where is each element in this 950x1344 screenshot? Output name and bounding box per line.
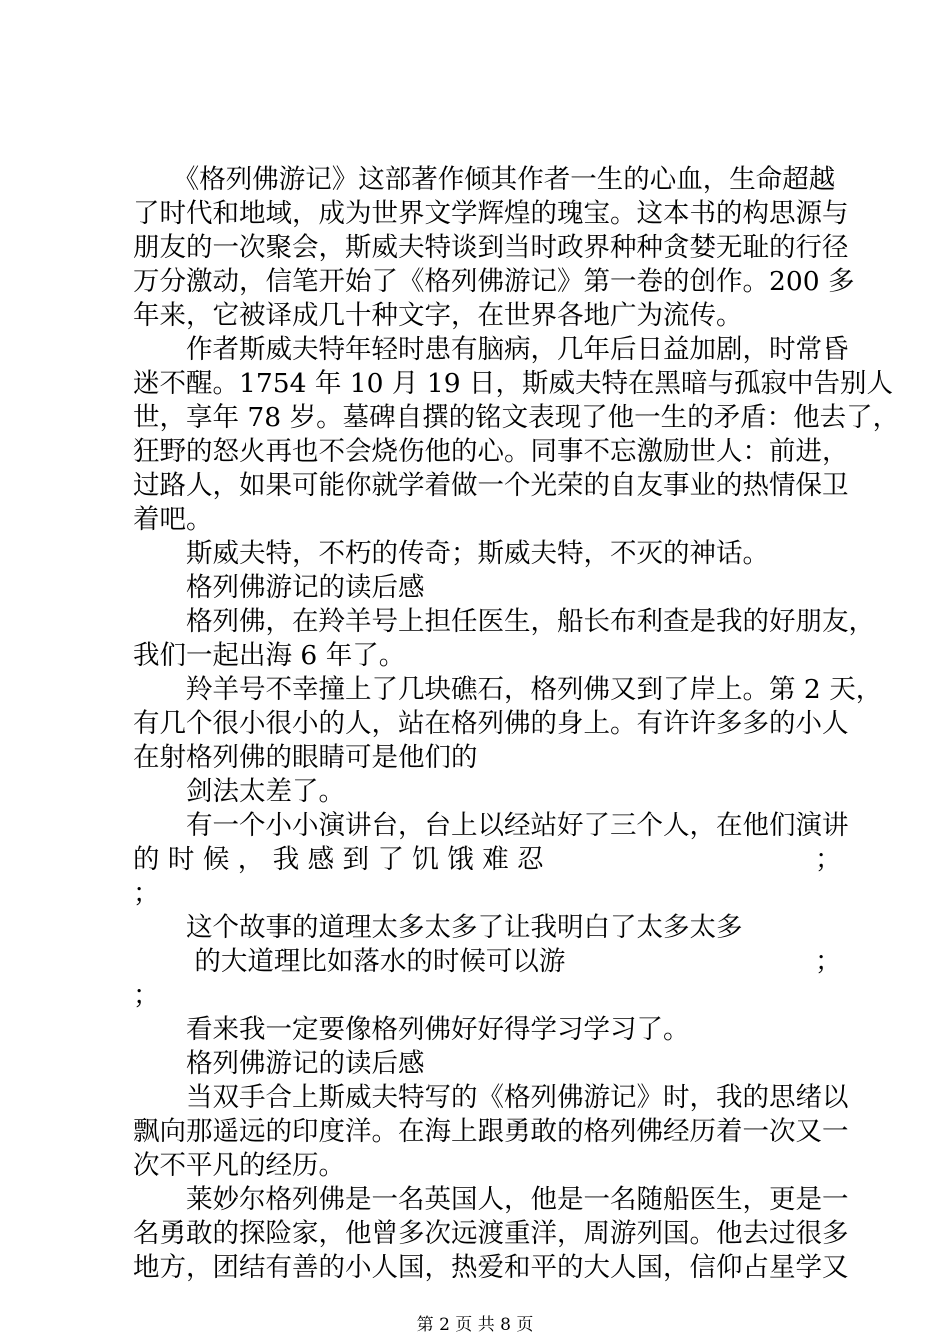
text-line: 年来，它被译成几十种文字，在世界各地广为流传。: [133, 300, 743, 331]
text-line: 羚羊号不幸撞上了几块礁石，格列佛又到了岸上。第 2 天，: [133, 674, 883, 705]
text-line: 在射格列佛的眼睛可是他们的: [133, 742, 478, 773]
text-line: 地方，团结有善的小人国，热爱和平的大人国，信仰占星学又: [133, 1252, 849, 1283]
text-line: 看来我一定要像格列佛好好得学习学习了。: [133, 1014, 690, 1045]
semicolon-mark: ；: [815, 844, 842, 875]
text-line: 这个故事的道理太多太多了让我明白了太多太多: [133, 912, 743, 943]
text-line: 作者斯威夫特年轻时患有脑病，几年后日益加剧，时常昏: [133, 334, 849, 365]
text-line: ；: [133, 878, 160, 909]
text-line: 剑法太差了。: [133, 776, 345, 807]
text-line: 了时代和地域，成为世界文学辉煌的瑰宝。这本书的构思源与: [133, 198, 849, 229]
text-line: 世，享年 78 岁。墓碑自撰的铭文表现了他一生的矛盾：他去了，: [133, 402, 900, 433]
semicolon-mark: ；: [815, 946, 842, 977]
text-line: 飘向那遥远的印度洋。在海上跟勇敢的格列佛经历着一次又一: [133, 1116, 849, 1147]
text-line: 着吧。: [133, 504, 213, 535]
text-line: 有几个很小很小的人，站在格列佛的身上。有许许多多的小人: [133, 708, 849, 739]
text-line: 的大道理比如落水的时候可以游: [133, 946, 566, 977]
text-line: 当双手合上斯威夫特写的《格列佛游记》时，我的思绪以: [133, 1082, 849, 1113]
text-line: 朋友的一次聚会，斯威夫特谈到当时政界种种贪婪无耻的行径: [133, 232, 849, 263]
section-heading: 格列佛游记的读后感: [133, 572, 425, 603]
text-line: 格列佛，在羚羊号上担任医生，船长布利查是我的好朋友，: [133, 606, 875, 637]
text-line: 《格列佛游记》这部著作倾其作者一生的心血，生命超越: [133, 164, 836, 195]
text-line: 名勇敢的探险家，他曾多次远渡重洋，周游列国。他去过很多: [133, 1218, 849, 1249]
text-line: 狂野的怒火再也不会烧伤他的心。同事不忘激励世人：前进，: [133, 436, 849, 467]
text-line: 的 时 候 ， 我 感 到 了 饥 饿 难 忍: [133, 844, 544, 875]
text-line: ；: [133, 980, 160, 1011]
text-line: 过路人，如果可能你就学着做一个光荣的自友事业的热情保卫: [133, 470, 849, 501]
text-line: 莱妙尔格列佛是一名英国人，他是一名随船医生，更是一: [133, 1184, 849, 1215]
text-line: 次不平凡的经历。: [133, 1150, 345, 1181]
text-line: 迷不醒。1754 年 10 月 19 日，斯威夫特在黑暗与孤寂中告别人: [133, 368, 893, 399]
text-line: 有一个小小演讲台，台上以经站好了三个人，在他们演讲: [133, 810, 849, 841]
page-footer: 第 2 页 共 8 页: [416, 1315, 534, 1335]
text-line: 万分激动，信笔开始了《格列佛游记》第一卷的创作。200 多: [133, 266, 855, 297]
section-heading: 格列佛游记的读后感: [133, 1048, 425, 1079]
text-line: 我们一起出海 6 年了。: [133, 640, 406, 671]
text-line: 斯威夫特，不朽的传奇；斯威夫特，不灭的神话。: [133, 538, 769, 569]
